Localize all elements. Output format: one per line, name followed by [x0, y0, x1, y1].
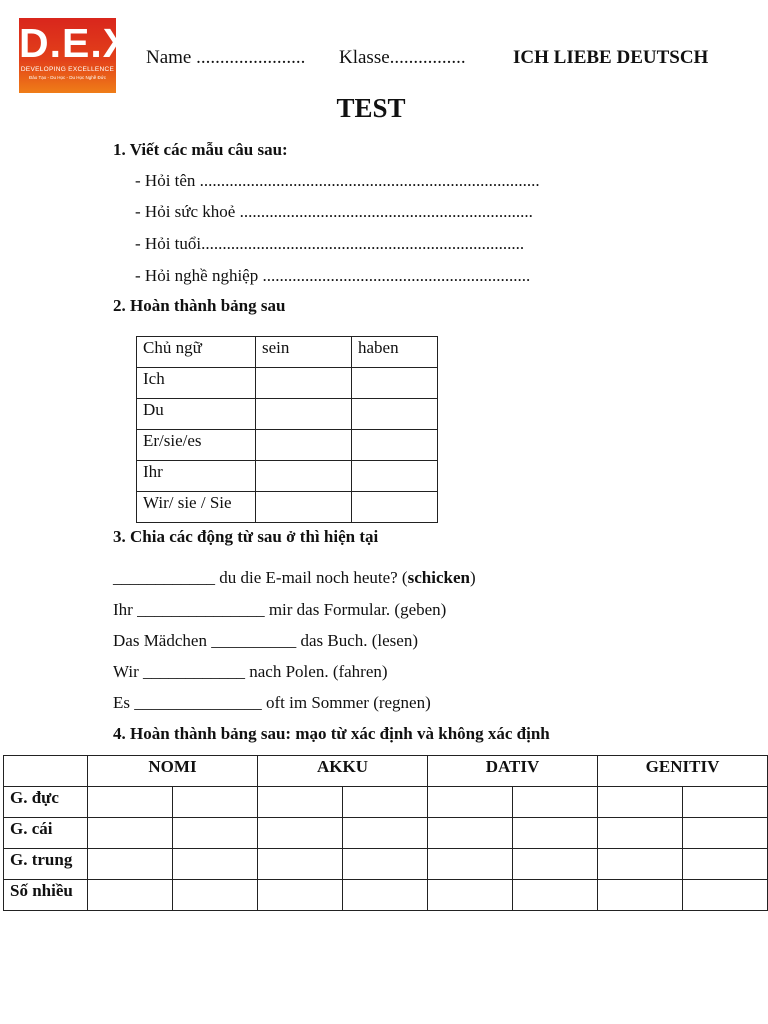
article-cell[interactable]: [598, 880, 683, 911]
verb-table-header: sein: [256, 337, 352, 368]
article-table-header: GENITIV: [598, 756, 768, 787]
verb-table: [136, 336, 438, 523]
article-cell[interactable]: [513, 818, 598, 849]
verb-table-cell[interactable]: [352, 368, 438, 399]
dex-logo: [19, 18, 132, 93]
article-table-header: AKKU: [258, 756, 428, 787]
article-cell[interactable]: [173, 880, 258, 911]
article-cell[interactable]: [428, 849, 513, 880]
article-cell[interactable]: [598, 849, 683, 880]
article-table-gender: G. trung: [4, 849, 88, 880]
verb-table-subject: Ihr: [137, 461, 256, 492]
article-cell[interactable]: [258, 818, 343, 849]
section3-heading: 3. Chia các động từ sau ở thì hiện tại: [113, 527, 379, 546]
verb-table-subject: Ich: [137, 368, 256, 399]
verb-table-cell[interactable]: [352, 461, 438, 492]
verb-table-cell[interactable]: [256, 399, 352, 430]
verb-table-cell[interactable]: [256, 461, 352, 492]
article-cell[interactable]: [88, 849, 173, 880]
article-cell[interactable]: [428, 818, 513, 849]
article-cell[interactable]: [683, 880, 768, 911]
article-table-header: DATIV: [428, 756, 598, 787]
article-cell[interactable]: [258, 849, 343, 880]
verb-table-cell[interactable]: [352, 492, 438, 523]
exercise-line[interactable]: Das Mädchen __________ das Buch. (lesen): [113, 631, 418, 650]
article-table: [3, 755, 768, 911]
exercise-line[interactable]: Ihr _______________ mir das Formular. (geben): [113, 600, 447, 619]
article-table-gender: Số nhiều: [4, 880, 88, 911]
name-field[interactable]: Name .......................: [146, 47, 306, 68]
verb-table-subject: Du: [137, 399, 256, 430]
article-cell[interactable]: [173, 787, 258, 818]
exercise-line[interactable]: [113, 568, 476, 588]
verb-table-cell[interactable]: [256, 368, 352, 399]
article-cell[interactable]: [513, 787, 598, 818]
article-cell[interactable]: [428, 880, 513, 911]
article-cell[interactable]: [173, 818, 258, 849]
section1-item[interactable]: - Hỏi nghề nghiệp ...............................................................: [135, 266, 531, 285]
section1-item[interactable]: - Hỏi sức khoẻ .....................................................................: [135, 202, 533, 221]
verb-table-cell[interactable]: [256, 430, 352, 461]
logo-subline: Đào Tạo - Du Học - Du Học Nghề Đức: [29, 75, 106, 80]
article-cell[interactable]: [88, 818, 173, 849]
article-cell[interactable]: [258, 880, 343, 911]
exercise-line[interactable]: Wir ____________ nach Polen. (fahren): [113, 662, 388, 681]
article-cell[interactable]: [343, 818, 428, 849]
article-cell[interactable]: [343, 849, 428, 880]
article-cell[interactable]: [428, 787, 513, 818]
article-cell[interactable]: [88, 787, 173, 818]
verb-table-subject: Wir/ sie / Sie: [137, 492, 256, 523]
exercise-line[interactable]: Es _______________ oft im Sommer (regnen): [113, 693, 431, 712]
section1-heading: 1. Viết các mẫu câu sau:: [113, 140, 288, 159]
article-cell[interactable]: [683, 818, 768, 849]
article-cell[interactable]: [598, 818, 683, 849]
section4-heading: 4. Hoàn thành bảng sau: mạo từ xác định và không xác định: [113, 724, 550, 743]
verb-table-subject: Er/sie/es: [137, 430, 256, 461]
slogan: ICH LIEBE DEUTSCH: [513, 47, 709, 68]
article-table-corner: [4, 756, 88, 787]
article-cell[interactable]: [683, 849, 768, 880]
article-cell[interactable]: [343, 880, 428, 911]
section2-heading: 2. Hoàn thành bảng sau: [113, 296, 286, 315]
exercise-line-text: ____________ du die E-mail noch heute? (: [113, 568, 408, 587]
article-cell[interactable]: [683, 787, 768, 818]
section1-item[interactable]: - Hỏi tuổi............................................................................: [135, 234, 525, 253]
verb-table-header: Chủ ngữ: [137, 337, 256, 368]
article-cell[interactable]: [513, 849, 598, 880]
article-table-header: NOMI: [88, 756, 258, 787]
exercise-line-close: ): [469, 568, 476, 587]
logo-tagline: DEVELOPING EXCELLENCE: [20, 66, 115, 73]
logo-mark: D.E.X: [19, 20, 132, 66]
article-cell[interactable]: [258, 787, 343, 818]
verb-table-header: haben: [352, 337, 438, 368]
article-cell[interactable]: [88, 880, 173, 911]
section1-item[interactable]: - Hỏi tên ................................................................................: [135, 171, 540, 190]
exercise-verb: schicken: [407, 568, 470, 587]
article-cell[interactable]: [598, 787, 683, 818]
verb-table-cell[interactable]: [256, 492, 352, 523]
verb-table-cell[interactable]: [352, 399, 438, 430]
article-cell[interactable]: [343, 787, 428, 818]
article-cell[interactable]: [173, 849, 258, 880]
article-cell[interactable]: [513, 880, 598, 911]
class-field[interactable]: Klasse................: [339, 47, 466, 68]
verb-table-cell[interactable]: [352, 430, 438, 461]
article-table-gender: G. cái: [4, 818, 88, 849]
article-table-gender: G. đực: [4, 787, 88, 818]
page-title: TEST: [336, 93, 406, 123]
